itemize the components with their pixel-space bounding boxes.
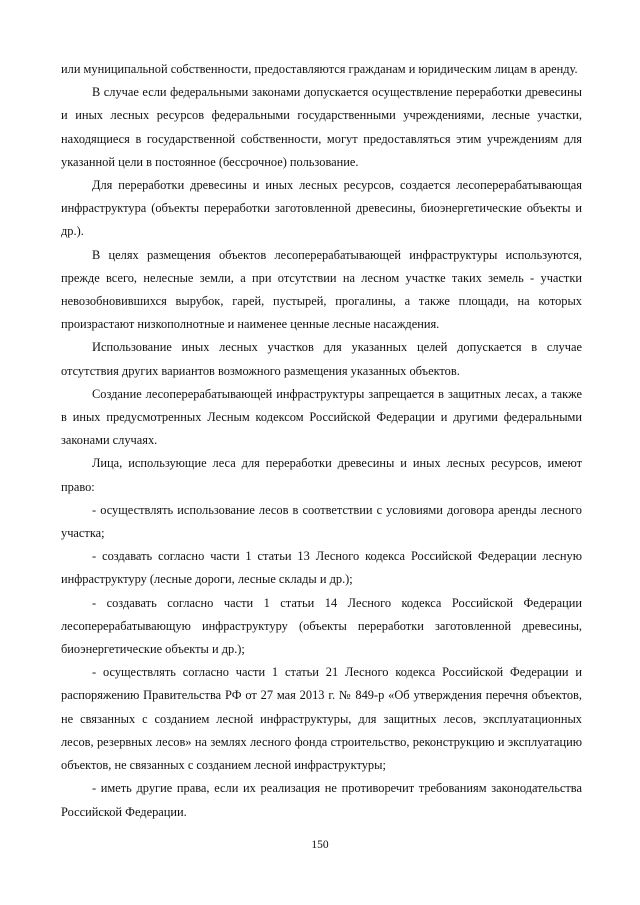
- page-number: 150: [311, 839, 329, 851]
- list-item: - создавать согласно части 1 статьи 13 Лесного кодекса Российской Федерации лесную инфраструктуру (лесные дороги, лесные склады и др.);: [61, 549, 582, 587]
- list-item: - создавать согласно части 1 статьи 14 Лесного кодекса Российской Федерации лесоперерабатывающую инфраструктуру (объекты переработки заготовленной древесины, биоэнергетические объекты и др.);: [61, 595, 582, 657]
- paragraph: Лица, использующие леса для переработки древесины и иных лесных ресурсов, имеют право:: [61, 456, 582, 494]
- paragraph: В случае если федеральными законами допускается осуществление переработки древесины и иных лесных ресурсов федеральными государственными учреждениями, лесные участки, находящиеся в государственной собственности, могут предоставляться этим учреждениям для указанной цели в постоянное (бессрочное) пользование.: [61, 85, 582, 169]
- paragraph-continuation: или муниципальной собственности, предоставляются гражданам и юридическим лицам в аренду.: [61, 62, 578, 76]
- list-item: - осуществлять использование лесов в соответствии с условиями договора аренды лесного участка;: [61, 502, 582, 541]
- list-item: - осуществлять согласно части 1 статьи 21 Лесного кодекса Российской Федерации и распоряжению Правительства РФ от 27 мая 2013 г. № 849-р «Об утверждения перечня объектов, не связанных с созданием лесной инфраструктуры, для защитных лесов, эксплуатационных лесов, резервных лесов» на землях лесного фонда строительство, реконструкцию и эксплуатацию объектов, не связанных с созданием лесной инфраструктуры;: [61, 665, 582, 773]
- body-text: [61, 58, 582, 824]
- paragraph: Создание лесоперерабатывающей инфраструктуры запрещается в защитных лесах, а также в иных предусмотренных Лесным кодексом Российской Федерации и другими федеральными законами случаях.: [61, 386, 582, 448]
- list-item: - иметь другие права, если их реализация не противоречит требованиям законодательства Российской Федерации.: [61, 781, 582, 819]
- paragraph: Для переработки древесины и иных лесных ресурсов, создается лесоперерабатывающая инфраструктура (объекты переработки заготовленной древесины, биоэнергетические объекты и др.).: [61, 178, 582, 239]
- paragraph: В целях размещения объектов лесоперерабатывающей инфраструктуры используются, прежде всего, нелесные земли, а при отсутствии на лесном участке таких земель - участки невозобновившихся вырубок, гарей, пустырей, прогалины, а также площади, на которых произрастают низкополнотные и наименее ценные лесные насаждения.: [61, 247, 582, 332]
- paragraph: Использование иных лесных участков для указанных целей допускается в случае отсутствия других вариантов возможного размещения указанных объектов.: [61, 340, 582, 378]
